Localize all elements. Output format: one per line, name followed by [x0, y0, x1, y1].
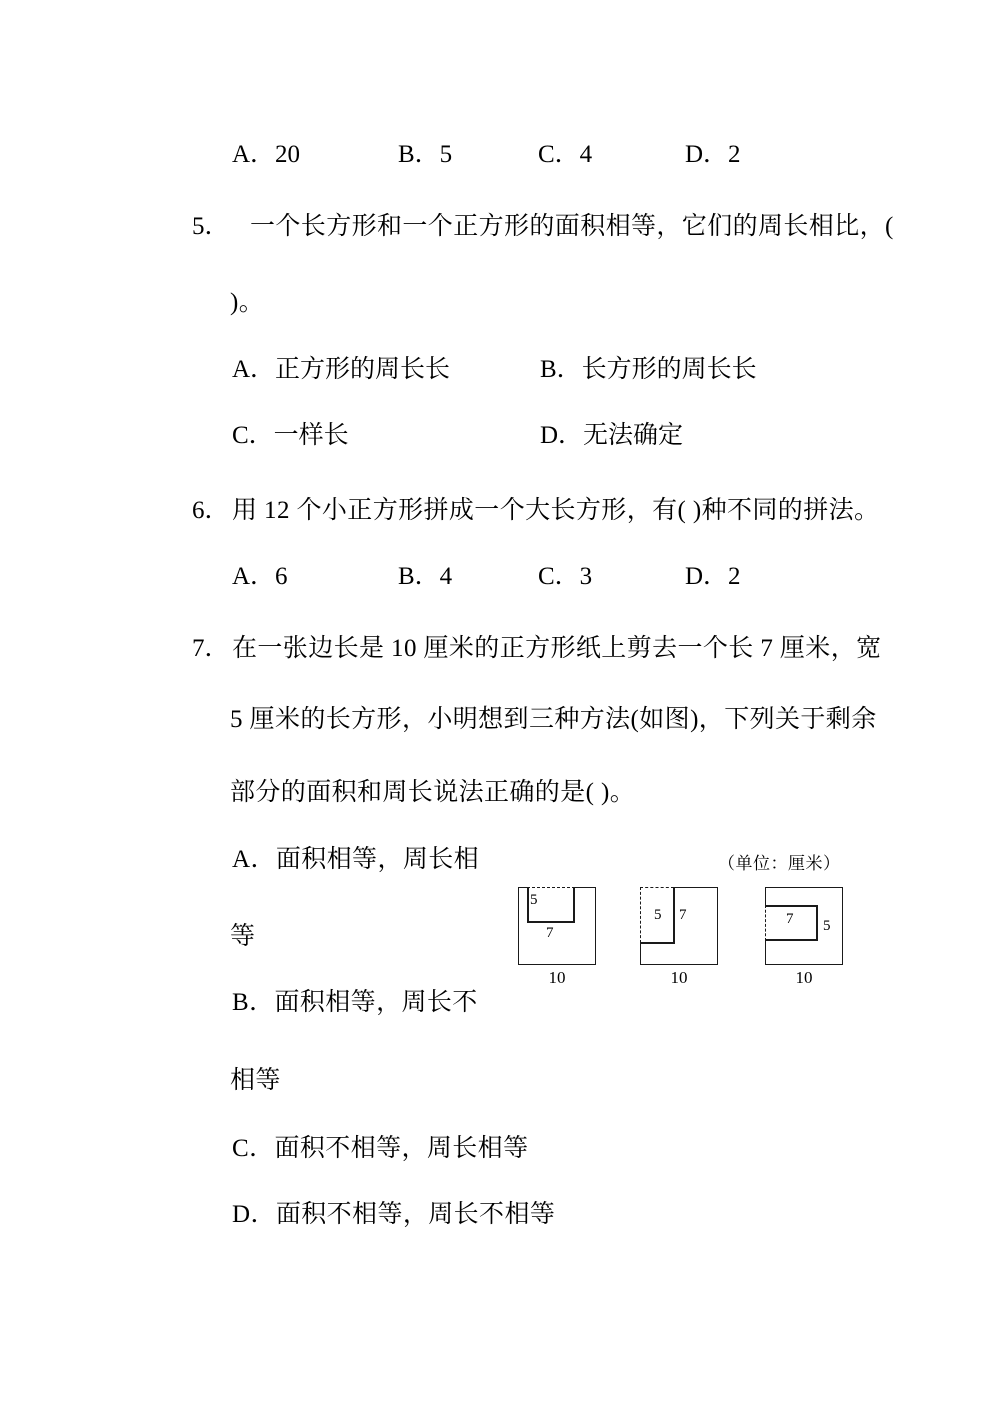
- question-7-stem-line-2: 5 厘米的长方形，小明想到三种方法(如图)，下列关于剩余: [230, 706, 877, 733]
- question-5-option-d: D．无法确定: [540, 422, 684, 449]
- figure-2-cut-right-edge: [673, 887, 675, 944]
- question-5-number: 5．: [192, 213, 230, 240]
- figure-3-label-7: 7: [786, 911, 794, 927]
- figure-1-label-5: 5: [530, 892, 538, 908]
- question-5-option-b: B．长方形的周长长: [540, 356, 757, 383]
- question-7-stem-line-3: 部分的面积和周长说法正确的是( )。: [230, 779, 636, 806]
- question-6-options-row: [0, 562, 1000, 594]
- question-5-stem-line-2: )。: [230, 289, 265, 316]
- figure-unit-label: （单位：厘米）: [718, 854, 841, 873]
- figure-3-inset-top-edge: [765, 905, 818, 907]
- question-7-number: 7．: [192, 635, 230, 662]
- figure-1-notch-bottom-edge: [527, 921, 575, 923]
- figure-2-corner-cut: [640, 887, 724, 995]
- figure-2-dashed-top-edge: [640, 887, 674, 888]
- figure-3-inset-right-edge: [816, 905, 818, 941]
- figure-1-top-notch: [518, 887, 602, 995]
- question-5-option-a: A．正方形的周长长: [232, 356, 451, 383]
- question-7-option-b-line-1: B．面积相等，周长不: [232, 989, 478, 1016]
- question-7-figure-group: [500, 845, 880, 995]
- question-7-option-a-line-1: A．面积相等，周长相: [232, 846, 480, 873]
- question-6-option-d: D．2: [685, 563, 741, 590]
- figure-1-dashed-top-edge: [527, 887, 575, 888]
- figure-3-left-inset: [765, 887, 849, 995]
- figure-1-notch-right-edge: [573, 887, 575, 922]
- question-6-number: 6．: [192, 497, 230, 524]
- question-5-options-row-2: [0, 421, 1000, 453]
- figure-2-cut-bottom-edge: [640, 942, 674, 944]
- question-6-option-b: B．4: [398, 563, 453, 590]
- question-7-option-d: D．面积不相等，周长不相等: [232, 1201, 556, 1228]
- question-7-option-a-line-2: 等: [230, 923, 256, 950]
- question-6-option-c: C．3: [538, 563, 593, 590]
- question-6-option-a: A．6: [232, 563, 288, 590]
- figure-1-base-label: 10: [548, 968, 566, 987]
- figure-1-notch-left-edge: [527, 887, 529, 922]
- question-7-stem-line-1: 在一张边长是 10 厘米的正方形纸上剪去一个长 7 厘米，宽: [232, 635, 882, 662]
- figure-2-label-5: 5: [654, 907, 662, 923]
- question-4-option-d: D．2: [685, 141, 741, 168]
- question-5-option-c: C．一样长: [232, 422, 349, 449]
- figure-2-base-label: 10: [670, 968, 688, 987]
- question-5-stem-line-1: 一个长方形和一个正方形的面积相等，它们的周长相比，(: [250, 213, 894, 240]
- figure-3-inset-bottom-edge: [765, 939, 818, 941]
- figure-3-label-5: 5: [823, 918, 831, 934]
- question-4-option-b: B．5: [398, 141, 453, 168]
- question-5-options-row-1: [0, 355, 1000, 387]
- figure-3-outer-square: [765, 887, 843, 965]
- question-7-option-c: C．面积不相等，周长相等: [232, 1135, 529, 1162]
- figure-3-base-label: 10: [795, 968, 813, 987]
- question-7-option-b-line-2: 相等: [230, 1067, 281, 1094]
- question-4-option-a: A．20: [232, 141, 301, 168]
- figure-1-label-7: 7: [546, 925, 554, 941]
- figure-2-dashed-left-edge: [640, 887, 641, 943]
- question-4-option-c: C．4: [538, 141, 593, 168]
- figure-2-label-7: 7: [679, 907, 687, 923]
- question-6-stem-line-1: 用 12 个小正方形拼成一个大长方形，有( )种不同的拼法。: [232, 497, 880, 524]
- question-4-options-row: [0, 140, 1000, 172]
- figure-3-dashed-left-edge: [765, 905, 766, 941]
- figure-2-outer-square: [640, 887, 718, 965]
